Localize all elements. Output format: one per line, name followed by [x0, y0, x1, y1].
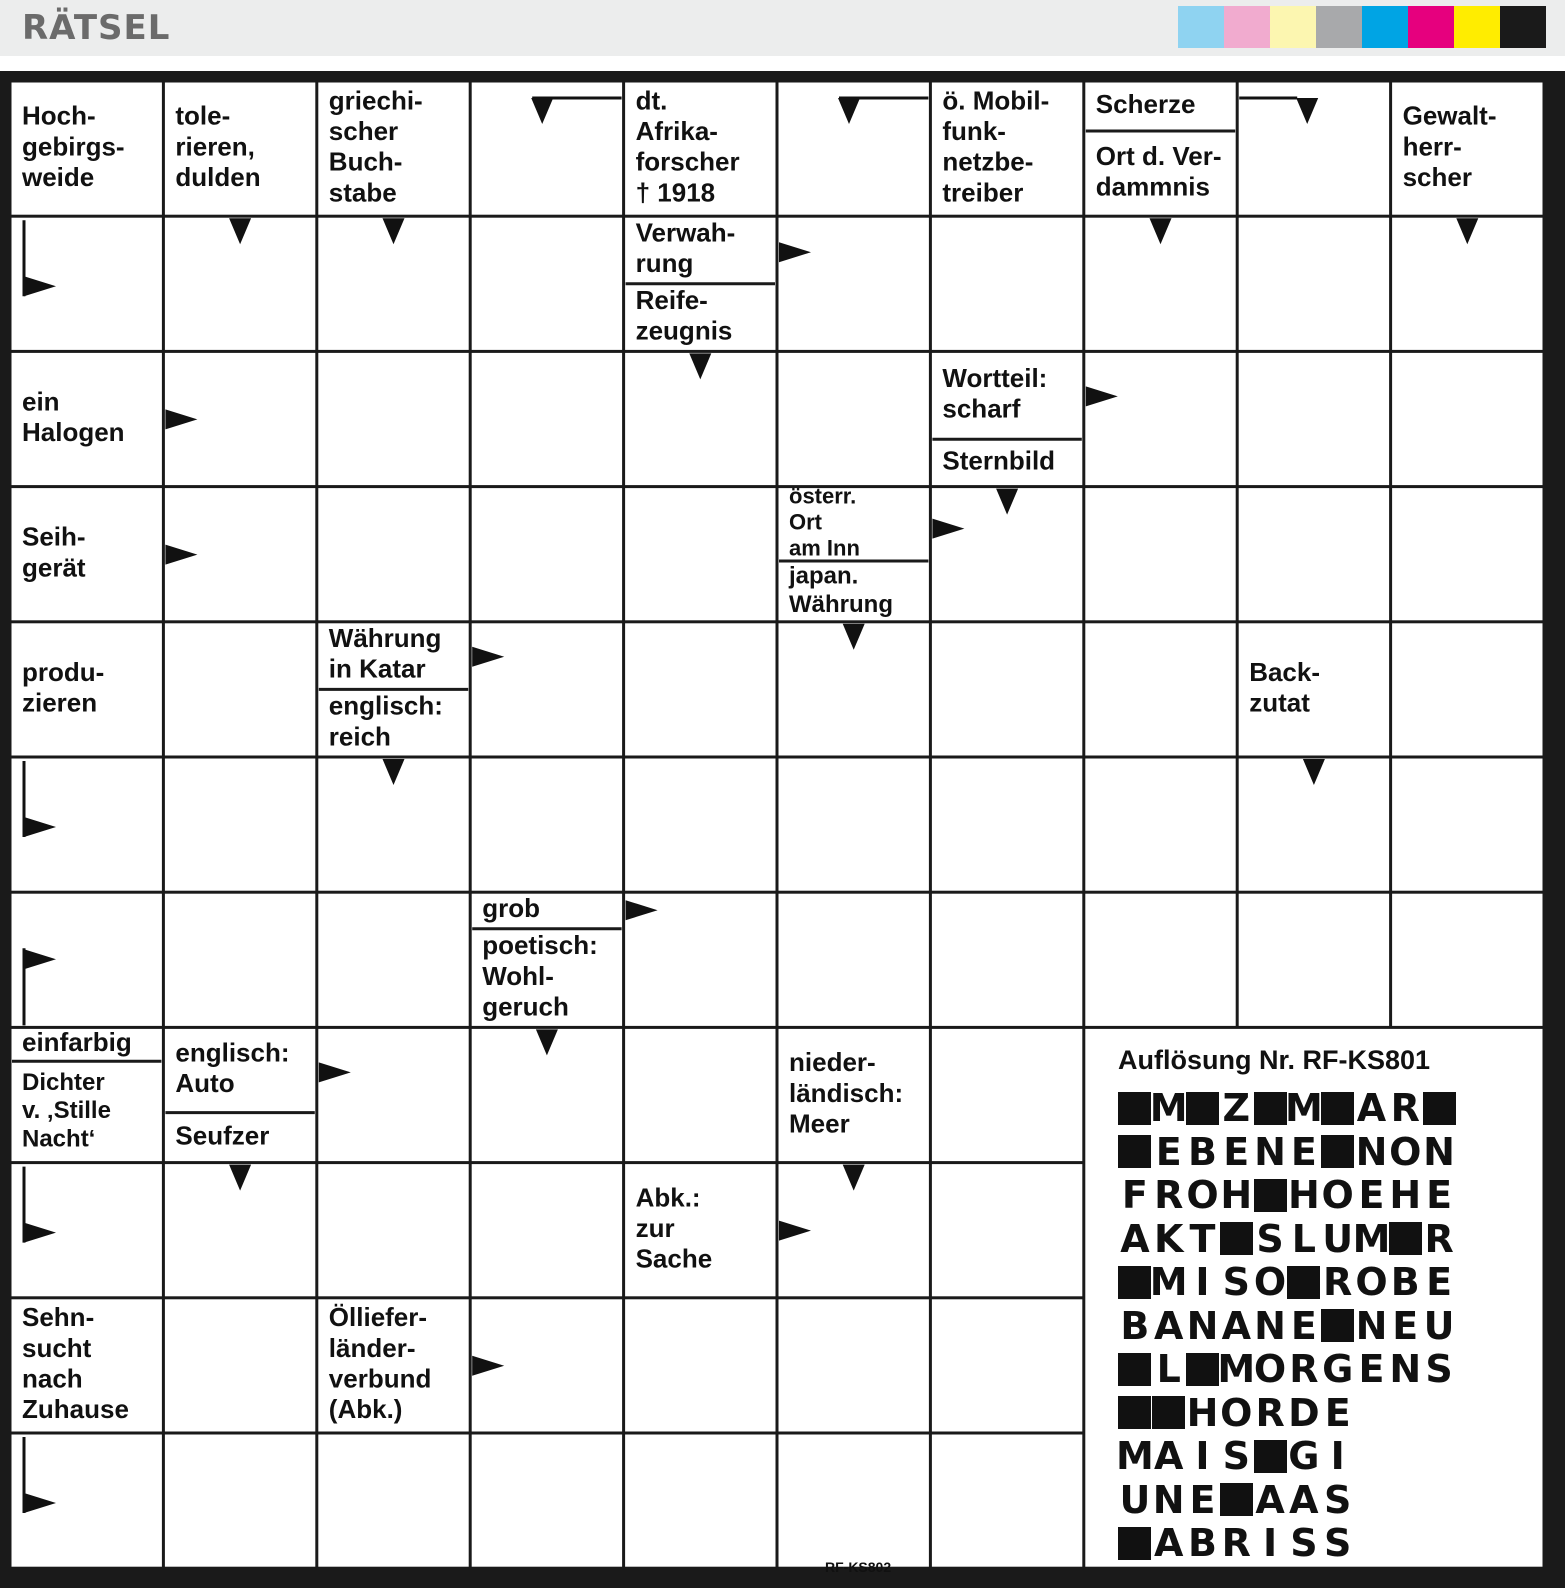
grid-cell[interactable]	[1085, 894, 1235, 1026]
solution-letter: Z	[1222, 1086, 1251, 1130]
clue-text: einfarbig	[22, 1027, 132, 1058]
grid-cell[interactable]	[1085, 623, 1235, 755]
grid-cell[interactable]	[1085, 353, 1235, 485]
grid-cell[interactable]	[1392, 894, 1542, 1026]
grid-cell[interactable]	[625, 1299, 775, 1431]
solution-letter: O	[1253, 1260, 1287, 1304]
grid-cell[interactable]	[779, 353, 929, 485]
solution-letter: K	[1153, 1216, 1184, 1261]
clue-text: Gewalt-herr-scher	[1402, 100, 1497, 193]
clue-text: Dichter v. ‚Stille Nacht‘	[22, 1068, 111, 1153]
solution-letter: E	[1426, 1260, 1453, 1304]
solution-letter: E	[1189, 1477, 1216, 1522]
clue-text: ein Halogen	[22, 386, 125, 448]
solution-letter: M	[1149, 1086, 1188, 1130]
solution-letter: O	[1186, 1173, 1219, 1217]
solution-letter: S	[1222, 1434, 1250, 1478]
grid-cell[interactable]	[932, 623, 1082, 755]
solution-letter: I	[1263, 1521, 1278, 1565]
grid-cell[interactable]	[472, 353, 622, 485]
solution-letter: U	[1423, 1303, 1455, 1348]
solution-letter: I	[1195, 1260, 1210, 1304]
solution-letter: H	[1287, 1173, 1320, 1217]
solution-letter: O	[1220, 1390, 1253, 1435]
grid-cell[interactable]	[625, 1029, 775, 1161]
grid-cell[interactable]	[318, 1435, 468, 1567]
solution-block	[1186, 1349, 1220, 1389]
solution-block	[1253, 1088, 1287, 1128]
solution-letter: N	[1355, 1303, 1388, 1348]
clue-text: Ort d. Ver-dammnis	[1095, 141, 1222, 202]
grid-cell[interactable]	[165, 1435, 315, 1567]
clue-text: dt. Afrika-forscher † 1918	[635, 85, 740, 208]
solution-letter: B	[1188, 1129, 1217, 1174]
solution-letter: E	[1426, 1173, 1453, 1217]
clue-text: griechi-scher Buch-stabe	[328, 85, 423, 208]
grid-cell[interactable]	[932, 894, 1082, 1026]
solution-block	[1118, 1088, 1152, 1128]
solution-letter: E	[1358, 1173, 1385, 1217]
solution-letter: R	[1323, 1260, 1353, 1304]
grid-cell[interactable]	[625, 488, 775, 620]
clue-text: japan. Währung	[789, 562, 893, 618]
clue-text: Sehn-sucht nach Zuhause	[22, 1302, 129, 1425]
solution-letter: E	[1392, 1303, 1419, 1348]
grid-cell[interactable]	[932, 1029, 1082, 1161]
solution-letter: T	[1189, 1216, 1216, 1261]
solution-letter: H	[1389, 1173, 1422, 1217]
solution-row	[1118, 1129, 1456, 1176]
grid-cell[interactable]	[625, 1435, 775, 1567]
solution-letter: H	[1220, 1173, 1253, 1217]
color-swatch	[1362, 6, 1408, 48]
solution-letter: R	[1221, 1521, 1251, 1565]
solution-letter: A	[1153, 1303, 1184, 1348]
solution-letter: S	[1256, 1216, 1284, 1261]
grid-cell[interactable]	[165, 759, 315, 891]
grid-cell[interactable]	[1239, 488, 1389, 620]
color-swatch	[1270, 6, 1316, 48]
solution-row	[1118, 1088, 1456, 1132]
grid-cell[interactable]	[472, 623, 622, 755]
solution-row	[1118, 1216, 1456, 1263]
solution-letter: I	[1330, 1434, 1345, 1478]
grid-cell[interactable]	[1392, 623, 1542, 755]
solution-block	[1287, 1262, 1321, 1302]
solution-block	[1118, 1523, 1152, 1563]
solution-letter: U	[1322, 1216, 1354, 1261]
grid-cell[interactable]	[472, 218, 622, 350]
solution-letter: A	[1356, 1086, 1387, 1130]
solution-block	[1186, 1088, 1220, 1128]
clue-text: Ölliefer-länder-verbund (Abk.)	[328, 1302, 432, 1425]
solution-letter: R	[1255, 1390, 1285, 1435]
header-bar	[0, 0, 1565, 56]
color-swatch	[1316, 6, 1362, 48]
solution-letter: O	[1253, 1347, 1287, 1391]
clue-text: Währung in Katar	[328, 623, 442, 684]
solution-block	[1321, 1132, 1355, 1172]
solution-letter: L	[1156, 1347, 1181, 1391]
solution-letter: R	[1424, 1216, 1454, 1261]
clue-text: Back-zutat	[1249, 656, 1321, 718]
clue-text: ö. Mobil-funk-netzbe-treiber	[942, 85, 1050, 208]
solution-letter: M	[1284, 1086, 1323, 1130]
solution-row	[1118, 1349, 1456, 1393]
solution-block	[1321, 1306, 1355, 1346]
solution-letter: L	[1291, 1216, 1316, 1261]
solution-letter: O	[1389, 1129, 1422, 1174]
solution-block	[1422, 1088, 1456, 1128]
solution-letter: M	[1352, 1216, 1391, 1261]
grid-cell[interactable]	[318, 488, 468, 620]
solution-letter: G	[1288, 1434, 1320, 1478]
clue-text: poetisch: Wohl-geruch	[482, 930, 598, 1022]
solution-letter: N	[1254, 1303, 1286, 1348]
solution-letter: A	[1221, 1303, 1251, 1348]
grid-cell[interactable]	[625, 759, 775, 891]
solution-letter: R	[1154, 1173, 1184, 1217]
clue-text: Abk.: zur Sache	[635, 1182, 713, 1274]
solution-letter: B	[1188, 1521, 1217, 1565]
solution-block	[1152, 1393, 1186, 1433]
solution-letter: O	[1355, 1260, 1388, 1304]
grid-cell[interactable]	[932, 759, 1082, 891]
solution-letter: U	[1119, 1477, 1151, 1522]
solution-letter: H	[1186, 1390, 1219, 1435]
solution-letter: E	[1290, 1303, 1317, 1348]
clue-text: Scherze	[1095, 88, 1196, 119]
solution-letter: R	[1390, 1086, 1420, 1130]
solution-letter: B	[1120, 1303, 1150, 1348]
color-swatch	[1454, 6, 1500, 48]
solution-block	[1118, 1393, 1152, 1433]
clue-text: Verwah-rung	[635, 217, 736, 279]
solution-row	[1118, 1523, 1456, 1567]
solution-letter: E	[1155, 1129, 1182, 1174]
grid-cell[interactable]	[1239, 353, 1389, 485]
solution-letter: N	[1152, 1477, 1185, 1522]
grid-cell[interactable]	[932, 1435, 1082, 1567]
solution-letter: E	[1290, 1129, 1317, 1174]
solution-block	[1219, 1480, 1253, 1520]
grid-cell[interactable]	[1392, 488, 1542, 620]
solution-letter: S	[1323, 1521, 1352, 1565]
grid-cell[interactable]	[318, 1164, 468, 1296]
solution-letter: A	[1120, 1216, 1150, 1261]
grid-cell[interactable]	[165, 623, 315, 755]
solution-letter: N	[1254, 1129, 1286, 1174]
solution-letter: N	[1355, 1129, 1388, 1174]
solution-letter: S	[1222, 1260, 1250, 1304]
clue-text: nieder-ländisch: Meer	[789, 1047, 904, 1139]
solution-block	[1118, 1132, 1152, 1172]
solution-letter: G	[1322, 1347, 1354, 1391]
solution-letter: E	[1223, 1129, 1250, 1174]
solution-grid	[1115, 1086, 1456, 1567]
grid-cell[interactable]	[472, 1164, 622, 1296]
color-swatch	[1408, 6, 1454, 48]
solution-letter: M	[1115, 1434, 1154, 1478]
grid-cell[interactable]	[779, 1435, 929, 1567]
grid-cell[interactable]	[1085, 488, 1235, 620]
solution-block	[1118, 1262, 1152, 1302]
grid-cell[interactable]	[1239, 218, 1389, 350]
clue-text: Hoch-gebirgs-weide	[22, 100, 125, 193]
clue-text: englisch: reich	[328, 690, 443, 752]
grid-cell[interactable]	[1239, 894, 1389, 1026]
grid-cell[interactable]	[472, 488, 622, 620]
grid-cell[interactable]	[932, 1164, 1082, 1296]
color-swatch	[1178, 6, 1224, 48]
solution-row	[1118, 1303, 1456, 1350]
grid-cell[interactable]	[472, 759, 622, 891]
solution-letter: A	[1153, 1434, 1184, 1478]
grid-cell[interactable]	[1085, 759, 1235, 891]
grid-cell[interactable]	[779, 894, 929, 1026]
grid-cell[interactable]	[318, 894, 468, 1026]
grid-cell[interactable]	[932, 1299, 1082, 1431]
grid-cell[interactable]	[932, 218, 1082, 350]
color-calibration-bar	[1178, 6, 1546, 48]
grid-cell[interactable]	[779, 1299, 929, 1431]
solution-row	[1118, 1390, 1456, 1437]
solution-title: Auflösung Nr. RF-KS801	[1118, 1045, 1431, 1075]
solution-letter: F	[1121, 1173, 1148, 1217]
grid-cell[interactable]	[779, 759, 929, 891]
color-swatch	[1500, 6, 1546, 48]
solution-letter: N	[1186, 1303, 1219, 1348]
solution-letter: M	[1217, 1347, 1256, 1391]
clue-text: Wortteil: scharf	[942, 362, 1048, 424]
solution-row	[1115, 1434, 1456, 1480]
grid-cell[interactable]	[779, 218, 929, 350]
solution-letter: N	[1389, 1347, 1422, 1391]
clue-text: Seufzer	[175, 1120, 270, 1151]
puzzle-code: RF-KS802	[825, 1559, 892, 1575]
solution-row	[1118, 1175, 1456, 1219]
solution-letter: R	[1289, 1347, 1319, 1391]
solution-letter: E	[1324, 1390, 1351, 1435]
solution-letter: A	[1255, 1477, 1285, 1522]
clue-text: Seih-gerät	[22, 521, 86, 583]
solution-letter: I	[1195, 1434, 1210, 1478]
solution-letter: S	[1425, 1347, 1453, 1391]
solution-letter: S	[1323, 1477, 1352, 1522]
grid-cell[interactable]	[1392, 353, 1542, 485]
solution-letter: N	[1423, 1129, 1455, 1174]
solution-letter: E	[1358, 1347, 1385, 1391]
grid-cell[interactable]	[1392, 759, 1542, 891]
grid-cell[interactable]	[318, 353, 468, 485]
grid-cell[interactable]	[625, 623, 775, 755]
solution-letter: O	[1321, 1173, 1354, 1217]
clue-text: österr. Ort am Inn	[789, 483, 860, 561]
grid-cell[interactable]	[625, 894, 775, 1026]
clue-text: Sternbild	[942, 445, 1056, 476]
solution-letter: A	[1289, 1477, 1319, 1522]
solution-block	[1253, 1436, 1287, 1476]
solution-letter: A	[1153, 1521, 1184, 1565]
solution-block	[1219, 1219, 1253, 1259]
solution-block	[1388, 1219, 1422, 1259]
grid-cell[interactable]	[165, 894, 315, 1026]
grid-cell[interactable]	[318, 1029, 468, 1161]
solution-letter: B	[1390, 1260, 1420, 1304]
grid-cell[interactable]	[165, 1299, 315, 1431]
solution-block	[1253, 1175, 1287, 1215]
solution-row	[1118, 1477, 1456, 1524]
clue-text: grob	[482, 893, 540, 924]
solution-block	[1321, 1088, 1355, 1128]
solution-row	[1118, 1262, 1456, 1306]
puzzle-title: RÄTSEL	[22, 8, 171, 48]
clue-text: produ-zieren	[22, 656, 105, 718]
grid-cell[interactable]	[472, 1435, 622, 1567]
clue-text: Reife-zeugnis	[635, 285, 733, 346]
solution-letter: M	[1149, 1260, 1188, 1304]
solution-letter: D	[1288, 1390, 1320, 1435]
color-swatch	[1224, 6, 1270, 48]
clue-text: englisch: Auto	[175, 1037, 290, 1099]
solution-letter: S	[1290, 1521, 1318, 1565]
solution-block	[1118, 1349, 1152, 1389]
clue-text: tole-rieren, dulden	[175, 100, 261, 193]
